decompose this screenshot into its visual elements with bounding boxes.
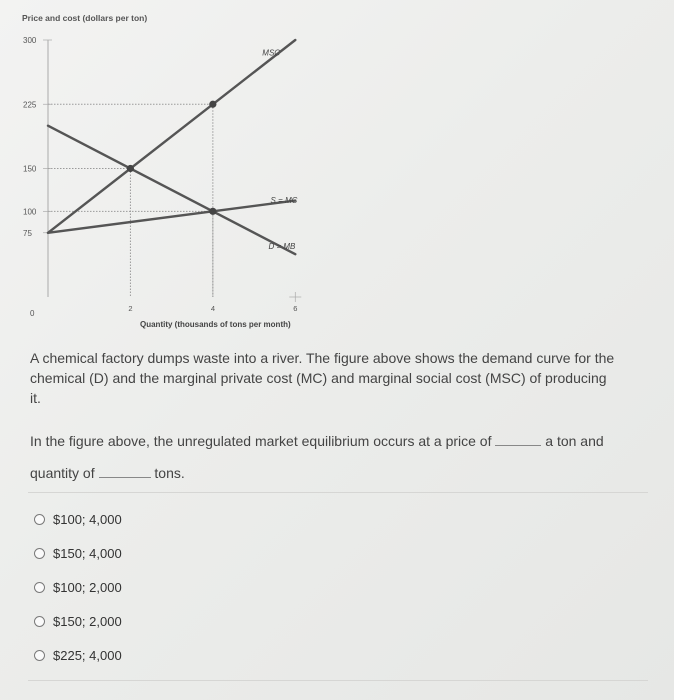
option-1[interactable] <box>34 512 122 527</box>
series-line-smc <box>48 201 295 233</box>
intersection-point-1 <box>209 101 216 108</box>
option-4[interactable] <box>34 614 122 629</box>
x-tick-label-4: 4 <box>210 304 216 313</box>
option-2[interactable] <box>34 546 122 561</box>
y-tick-label-225: 225 <box>23 100 37 110</box>
x-tick-label-2: 2 <box>128 304 133 313</box>
option-2-label: $150; 4,000 <box>53 546 122 561</box>
origin-label: 0 <box>30 309 35 318</box>
chart-title: Price and cost (dollars per ton) <box>22 13 148 23</box>
option-5[interactable] <box>34 648 122 663</box>
option-3-label: $100; 2,000 <box>53 580 122 595</box>
quantity-blank[interactable] <box>99 465 151 478</box>
prompt-text-4: tons. <box>154 465 185 481</box>
radio-circle-icon[interactable] <box>34 616 45 627</box>
intersection-point-2 <box>209 208 216 215</box>
prompt-text-2: a ton and <box>545 433 604 449</box>
series-label-dmb: D = MB <box>268 242 296 252</box>
option-1-label: $100; 4,000 <box>53 512 122 527</box>
series-line-msc <box>48 40 295 233</box>
radio-circle-icon[interactable] <box>34 650 45 661</box>
radio-circle-icon[interactable] <box>34 548 45 559</box>
divider <box>28 680 648 681</box>
x-axis-label: Quantity (thousands of tons per month) <box>140 320 291 329</box>
series-label-smc: S = MC <box>270 195 298 205</box>
prompt-line-1 <box>30 433 604 449</box>
divider <box>28 492 648 493</box>
prompt-line-2 <box>30 465 185 481</box>
prompt-text-1: In the figure above, the unregulated market equilibrium occurs at a price of <box>30 433 492 449</box>
chart <box>0 0 674 340</box>
y-tick-label-75: 75 <box>23 228 32 238</box>
prompt-text-3: quantity of <box>30 465 95 481</box>
option-4-label: $150; 2,000 <box>53 614 122 629</box>
question-intro: A chemical factory dumps waste into a river. The figure above shows the demand curve for the chemical (D) and the marginal private cost (MC) and marginal social cost (MSC) of producing it. <box>30 350 615 406</box>
radio-circle-icon[interactable] <box>34 582 45 593</box>
price-blank[interactable] <box>495 433 541 446</box>
option-5-label: $225; 4,000 <box>53 648 122 663</box>
series-line-dmb <box>48 126 295 255</box>
x-tick-label-6: 6 <box>293 304 298 313</box>
y-tick-label-100: 100 <box>23 207 37 217</box>
intersection-point-0 <box>127 165 134 172</box>
radio-circle-icon[interactable] <box>34 514 45 525</box>
series-label-msc: MSC <box>262 48 281 58</box>
y-tick-label-150: 150 <box>23 164 37 174</box>
y-tick-label-300: 300 <box>23 36 37 45</box>
option-3[interactable] <box>34 580 122 595</box>
